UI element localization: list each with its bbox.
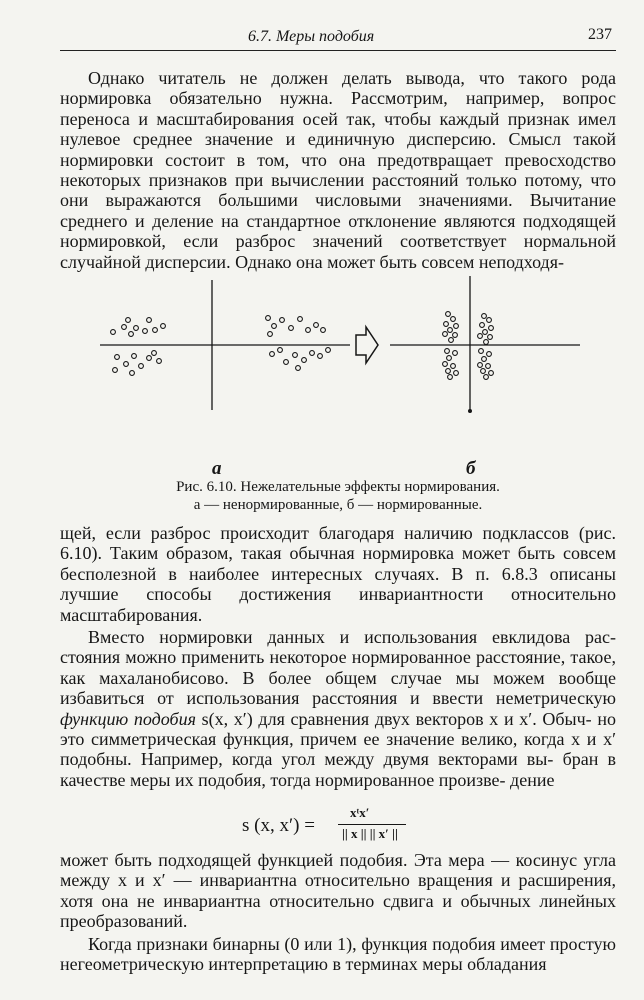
mahal-line-9: дение [510, 769, 555, 790]
axis-b-end [468, 409, 472, 413]
paragraph-subclasses [60, 523, 616, 790]
caption-line-2: а — ненормированные, б — нормированные. [193, 497, 483, 513]
mahal-line-4: избавиться от использования расстояния и ввести неметрическую [60, 688, 616, 709]
paragraph-binary: Когда признаки бинарны (0 или 1), функция подобия имеет простую негеометрическую интерпретацию в терминах меры обладания [60, 933, 616, 975]
paragraph-mahalanobis [60, 627, 616, 790]
paragraph-text: щей, если разброс происходит благодаря наличию подклассов (рис. 6.10). Таким образом, такая обычная нормировка может быть совсем бесполезной в наиболее интересных случаях. В п. 6.8.3 описаны лучшие способы достижения инвариантности относительно масштабирования. [60, 523, 616, 625]
paragraph-text: может быть подходящей функцией подобия. Эта мера — косинус угла между x и x′ — инвариантна относительно вращения и расширения, хотя она не инвариантна относительно сдвига и обычных линейных преобразований. [60, 850, 616, 932]
cluster-a-left [111, 318, 166, 376]
label-b: б [466, 458, 476, 479]
running-header [60, 22, 616, 51]
figure-plot [60, 270, 616, 470]
mahal-line-2: стояния можно применить некоторое нормированное расстояние, [60, 647, 566, 668]
cosine-formula [242, 805, 442, 845]
formula-denominator: || x || || x′ || [342, 826, 398, 841]
fraction-bar [338, 824, 406, 825]
cluster-a-right [266, 316, 331, 371]
figure-caption [60, 478, 616, 514]
formula-lhs: s (x, x′) = [242, 815, 315, 836]
mahal-line-5: s(x, x′) для сравнения двух векторов x и x′. Обыч- [195, 708, 592, 729]
paragraph-normalization [60, 68, 616, 272]
mahal-line-3: такое, как махаланобисово. В более общем случае мы можем вообще [60, 647, 616, 688]
cluster-b-right [478, 314, 494, 380]
paragraph-cosine [60, 850, 616, 974]
mahal-line-6: но это симметрическая функция, причем ее значение велико, когда [60, 708, 617, 750]
term-similarity-function: функцию подобия [60, 708, 196, 729]
section-title: 6.7. Меры подобия [248, 28, 375, 45]
mahal-line-8: бран в качестве меры их подобия, тогда нормированное произве- [60, 749, 617, 790]
mahal-line-7: x и x′ подобны. Например, когда угол между двумя векторами вы- [60, 729, 617, 770]
formula-numerator: xᵗx′ [350, 805, 370, 820]
figure-6-10 [60, 270, 616, 520]
transform-arrow [356, 327, 378, 363]
caption-line-1: Рис. 6.10. Нежелательные эффекты нормирования. [176, 479, 500, 495]
label-a: а [212, 458, 222, 479]
page-number: 237 [588, 26, 612, 43]
paragraph-text: Однако читатель не должен делать вывода, что такого рода нормировка обязательно нужна. Рассмотрим, например, вопрос переноса и масштабирования осей так, чтобы каждый признак имел нулевое среднее значение и единичную дисперсию. Смысл такой нормировки состоит в том, что она предотвращает превосходство некоторых признаков при вычислении расстояний только потому, что они выражаются большими числовыми значениями. Вычитание среднего и деление на стандартное отклонение являются подходящей нормировкой, если разброс значений соответствует нормальной случайной дисперсии. Однако она может быть совсем неподходя- [60, 68, 616, 272]
mahal-line-1: Вместо нормировки данных и использования евклидова рас- [88, 627, 616, 648]
